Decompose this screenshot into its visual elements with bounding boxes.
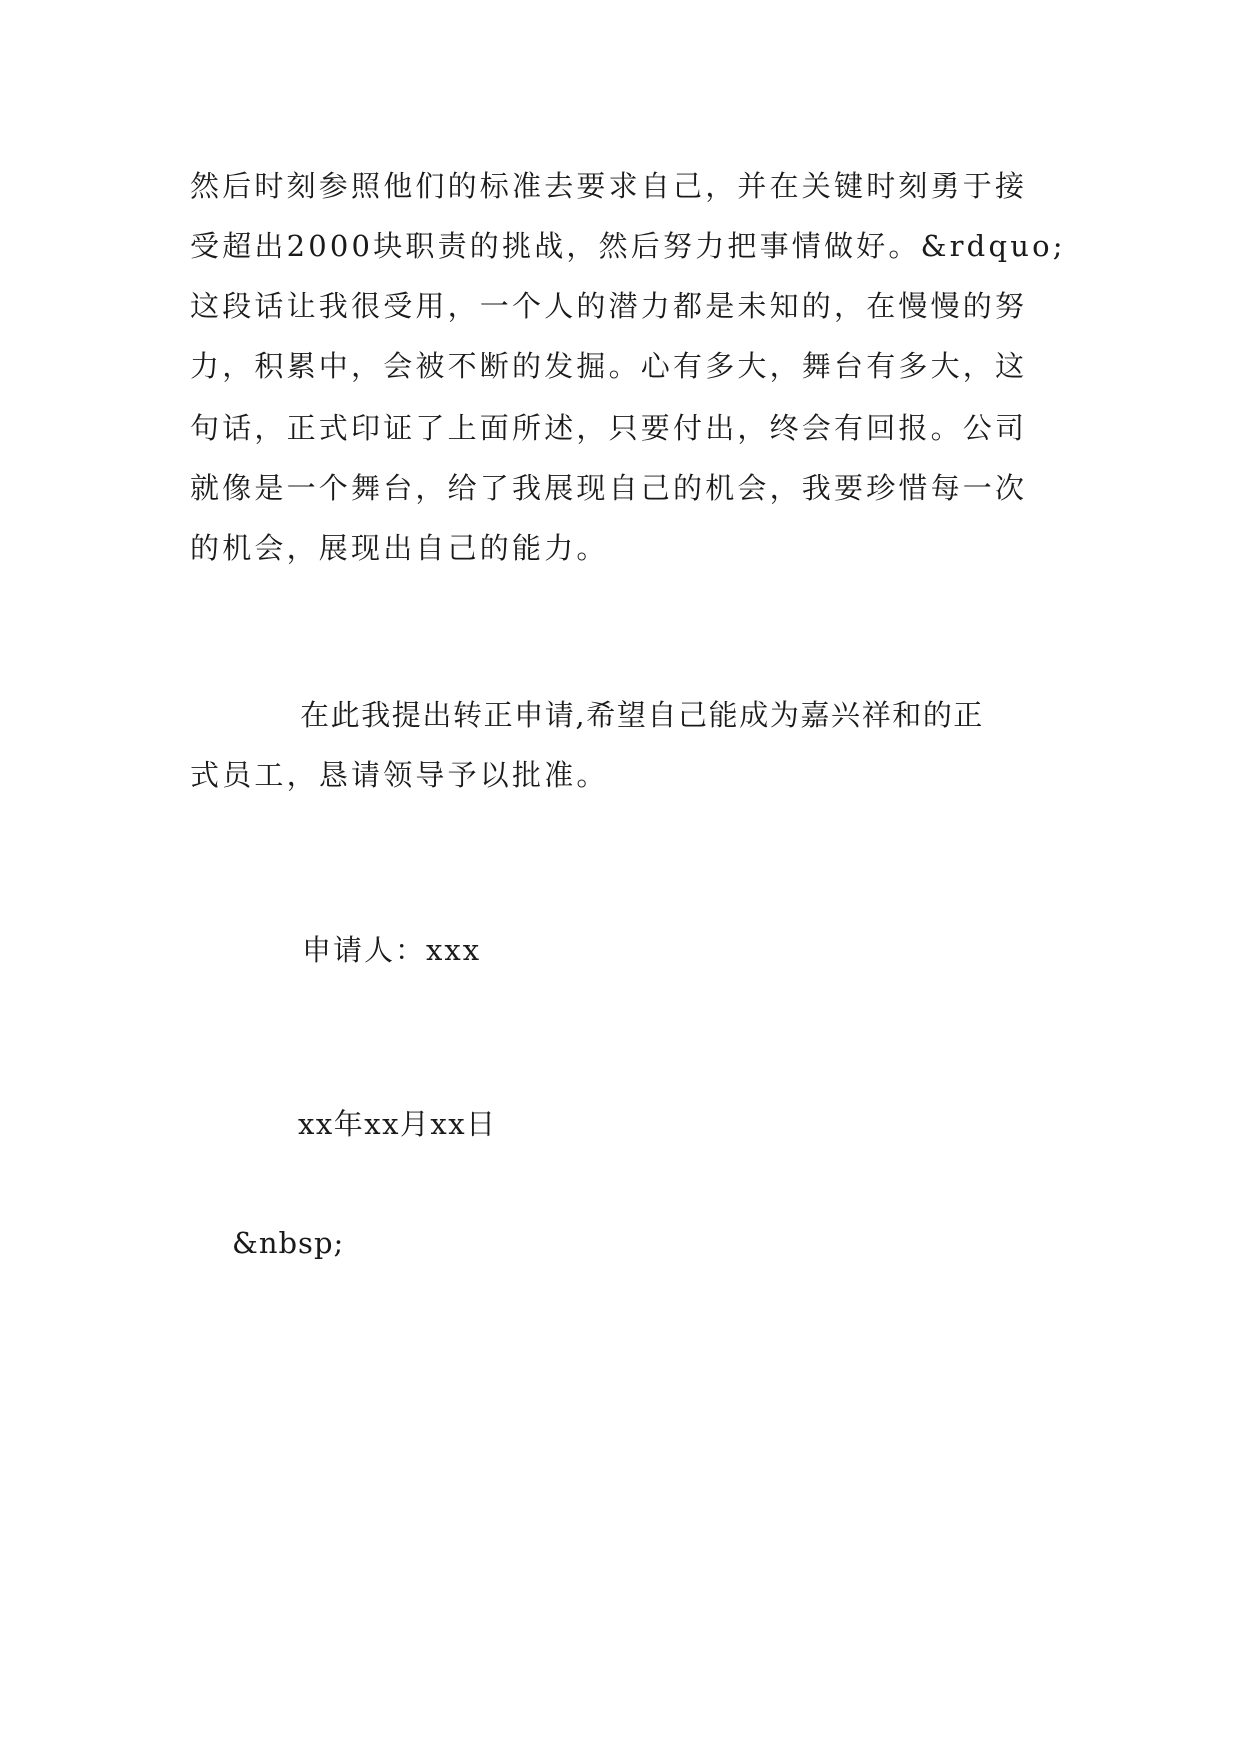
paragraph-line: 然后时刻参照他们的标准去要求自己，并在关键时刻勇于接 xyxy=(190,169,1028,203)
trailing-entity-text: &nbsp; xyxy=(232,1226,345,1260)
application-paragraph-line: 在此我提出转正申请,希望自己能成为嘉兴祥和的正 xyxy=(300,698,985,732)
paragraph-line: 受超出2000块职责的挑战，然后努力把事情做好。&rdquo; xyxy=(190,229,1066,263)
paragraph-line: 力，积累中，会被不断的发掘。心有多大，舞台有多大，这 xyxy=(190,349,1028,383)
date-line: xx年xx月xx日 xyxy=(298,1107,497,1141)
paragraph-line: 就像是一个舞台，给了我展现自己的机会，我要珍惜每一次 xyxy=(190,471,1028,505)
paragraph-line: 的机会，展现出自己的能力。 xyxy=(190,531,609,565)
application-paragraph-line: 式员工，恳请领导予以批准。 xyxy=(190,758,609,792)
paragraph-line: 这段话让我很受用，一个人的潜力都是未知的，在慢慢的努 xyxy=(190,289,1028,323)
paragraph-line: 句话，正式印证了上面所述，只要付出，终会有回报。公司 xyxy=(190,411,1028,445)
applicant-line: 申请人：xxx xyxy=(302,933,482,967)
